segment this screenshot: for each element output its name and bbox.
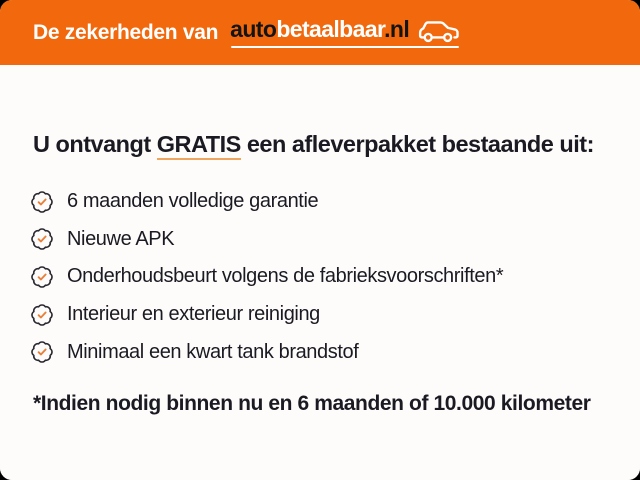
- badge-check-icon: [30, 190, 54, 214]
- logo-underline: [231, 46, 459, 49]
- list-item: [30, 221, 503, 259]
- benefit-label: Interieur en exterieur reiniging: [67, 303, 320, 326]
- benefit-label: Minimaal een kwart tank brandstof: [67, 340, 359, 363]
- page-title-post: een afleverpakket bestaande uit:: [240, 131, 594, 157]
- page-title-highlight: GRATIS: [157, 131, 241, 160]
- benefit-label: Nieuwe APK: [67, 227, 175, 250]
- badge-check-icon: [30, 303, 54, 327]
- list-item: [30, 258, 503, 296]
- car-outline-icon: [415, 17, 459, 45]
- header-tagline: De zekerheden van: [33, 20, 219, 44]
- badge-check-icon: [30, 340, 54, 364]
- brand-logo-part-betaalbaar: betaalbaar: [276, 16, 385, 42]
- list-item: [30, 183, 503, 221]
- badge-check-icon: [30, 265, 54, 289]
- header-banner: [0, 0, 640, 65]
- benefits-list: [30, 183, 503, 371]
- list-item: [30, 296, 503, 334]
- brand-logo-text: [230, 18, 409, 41]
- brand-logo-part-nl: .nl: [384, 16, 410, 42]
- page-title: [33, 131, 594, 158]
- benefit-label: 6 maanden volledige garantie: [67, 190, 319, 213]
- list-item: [30, 333, 503, 371]
- brand-logo: [230, 17, 459, 48]
- badge-check-icon: [30, 227, 54, 251]
- brand-logo-part-auto: auto: [230, 16, 277, 42]
- benefit-label: Onderhoudsbeurt volgens de fabrieksvoorschriften*: [67, 265, 504, 288]
- page-title-pre: U ontvangt: [33, 131, 157, 157]
- content-area: [0, 65, 640, 480]
- footnote: *Indien nodig binnen nu en 6 maanden of 10.000 kilometer: [33, 392, 591, 415]
